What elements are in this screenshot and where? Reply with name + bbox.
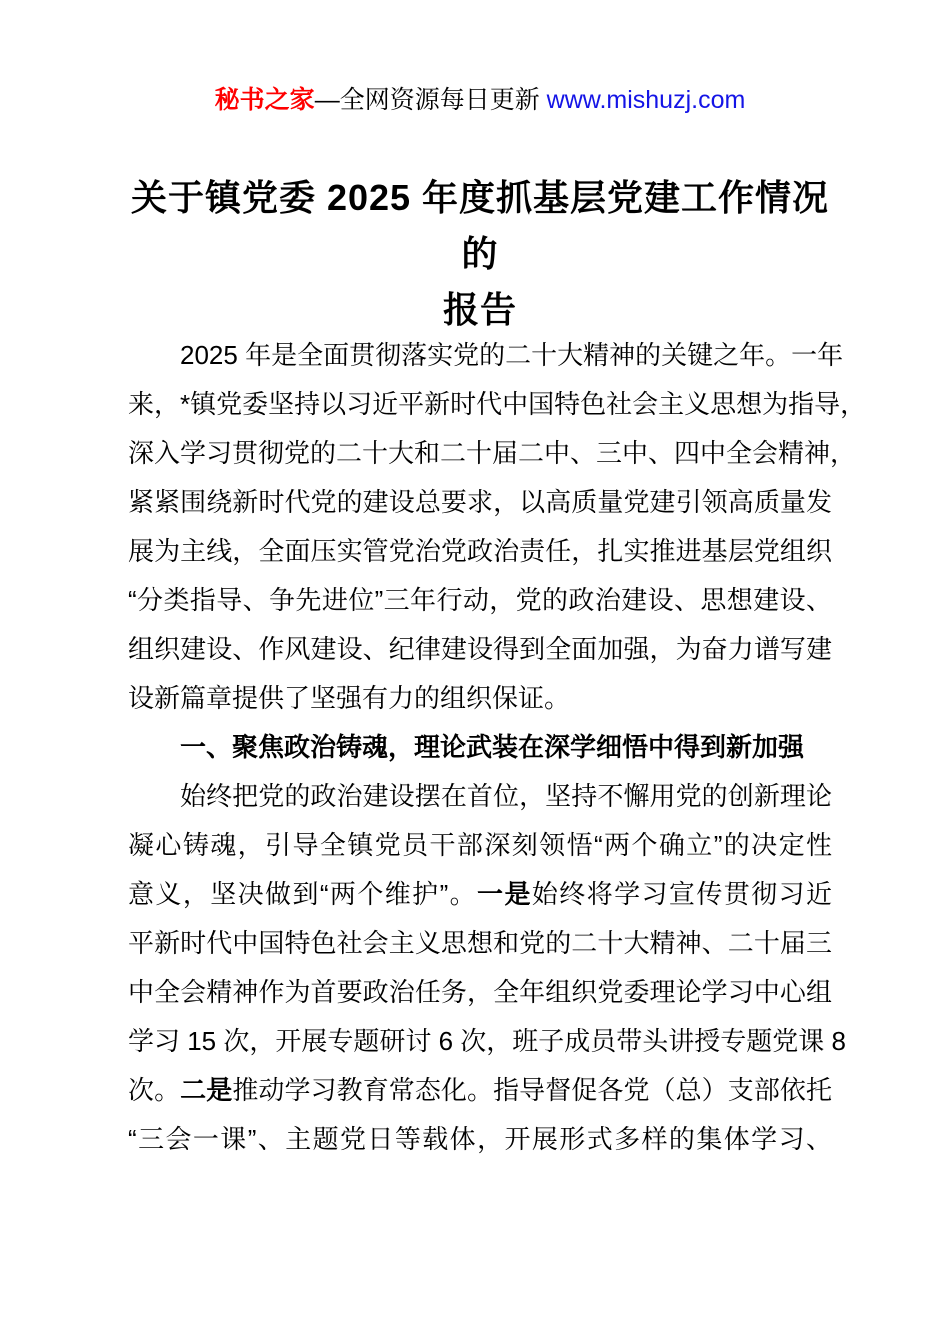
site-header <box>128 84 832 116</box>
bold-run: 一、聚焦政治铸魂，理论武装在深学细悟中得到新加强 <box>180 732 805 762</box>
document-body <box>128 331 867 1164</box>
document-title-line-2: 报告 <box>442 289 517 330</box>
text-run: 学习 15 次，开展专题研讨 6 次，班子成员带头讲授专题党课 8 <box>128 1026 846 1056</box>
text-line <box>128 821 832 870</box>
text-line <box>128 674 832 723</box>
text-run: 紧紧围绕新时代党的建设总要求，以高质量党建引领高质量发 <box>128 487 832 517</box>
text-run: 来，*镇党委坚持以习近平新时代中国特色社会主义思想为指导， <box>128 389 867 419</box>
text-line <box>128 478 832 527</box>
spacer <box>540 86 547 114</box>
text-line <box>128 527 832 576</box>
text-line <box>128 723 832 772</box>
text-line <box>128 772 832 821</box>
text-run: “三会一课”、主题党日等载体，开展形式多样的集体学习、 <box>128 1124 832 1154</box>
text-run: 设新篇章提供了坚强有力的组织保证。 <box>128 683 571 713</box>
text-line <box>128 919 832 968</box>
text-line <box>128 1066 832 1115</box>
text-line <box>128 625 832 674</box>
site-brand: 秘书之家 <box>214 86 315 114</box>
text-line <box>128 380 867 429</box>
text-run: “分类指导、争先进位”三年行动，党的政治建设、思想建设、 <box>128 585 832 615</box>
text-line <box>128 331 844 380</box>
bold-run: 二是 <box>180 1075 233 1105</box>
text-line <box>128 870 832 919</box>
text-run: 推动学习教育常态化。指导督促各党（总）支部依托 <box>232 1075 832 1105</box>
text-line <box>128 1115 832 1164</box>
text-run: 凝心铸魂，引导全镇党员干部深刻领悟“两个确立”的决定性 <box>128 830 832 860</box>
text-line <box>128 1017 846 1066</box>
text-line <box>128 429 857 478</box>
text-line <box>128 968 832 1017</box>
document-title <box>123 170 837 338</box>
bold-run: 一是 <box>477 879 532 909</box>
text-run: 意义，坚决做到“两个维护”。 <box>128 879 478 909</box>
text-run: 始终将学习宣传贯彻习近 <box>531 879 832 909</box>
text-run: 中全会精神作为首要政治任务，全年组织党委理论学习中心组 <box>128 977 832 1007</box>
text-run: 次。 <box>128 1075 181 1105</box>
text-run: 平新时代中国特色社会主义思想和党的二十大精神、二十届三 <box>128 928 832 958</box>
document-title-line-1: 关于镇党委 2025 年度抓基层党建工作情况的 <box>130 177 830 274</box>
text-run: 始终把党的政治建设摆在首位，坚持不懈用党的创新理论 <box>180 781 832 811</box>
text-run: 深入学习贯彻党的二十大和二十届二中、三中、四中全会精神， <box>128 438 857 468</box>
text-line <box>128 576 832 625</box>
site-tagline: —全网资源每日更新 <box>314 86 540 114</box>
text-run: 展为主线，全面压实管党治党政治责任，扎实推进基层党组织 <box>128 536 832 566</box>
text-run: 组织建设、作风建设、纪律建设得到全面加强，为奋力谱写建 <box>128 634 832 664</box>
text-run: 2025 年是全面贯彻落实党的二十大精神的关键之年。一年 <box>180 340 844 370</box>
website-link[interactable]: www.mishuzj.com <box>546 86 746 114</box>
